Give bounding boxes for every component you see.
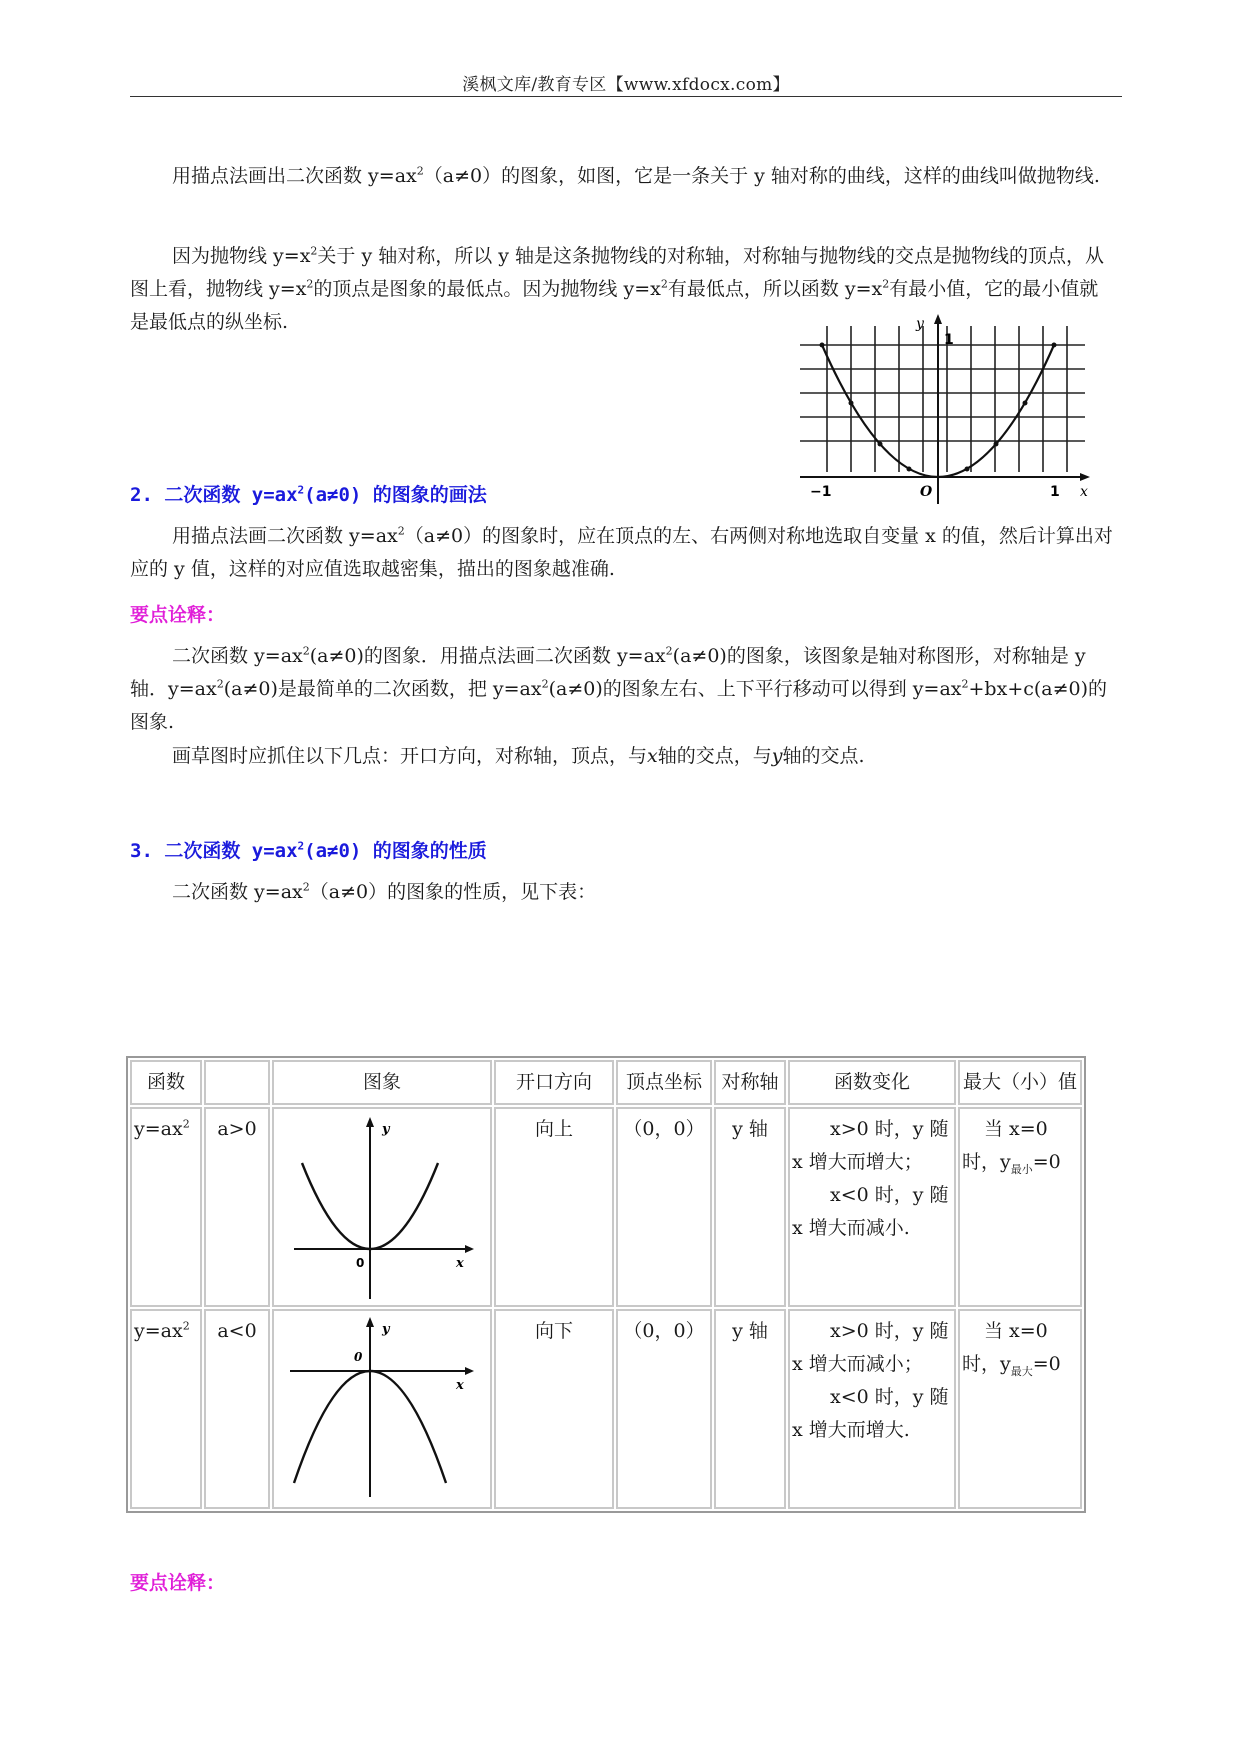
table-row	[130, 1309, 1082, 1509]
key-points-title-2: 要点诠释：	[130, 1572, 226, 1594]
key-points-title-1: 要点诠释：	[130, 604, 226, 626]
change-text: x>0 时，y 随 x 增大而减小；	[792, 1320, 949, 1375]
y-axis-label: y	[382, 1322, 390, 1337]
header-cell: 图象	[272, 1060, 492, 1105]
axis-cell: y 轴	[714, 1107, 786, 1307]
vertex-cell: （0，0）	[616, 1107, 712, 1307]
section-3-paragraph: 二次函数 $y=ax^2(a\ne 0)$的图象的性质，见下表：	[172, 880, 597, 903]
header-cell: 对称轴	[714, 1060, 786, 1105]
page-header: 溪枫文库/教育专区【www.xfdocx.com】	[462, 75, 790, 95]
y-axis-label: y	[916, 316, 924, 332]
x-axis-arrow	[465, 1367, 474, 1375]
upward-parabola-graph	[274, 1109, 486, 1305]
properties-table	[126, 1056, 1086, 1513]
x-tick-neg1: −1	[810, 484, 832, 500]
header-cell	[204, 1060, 270, 1105]
origin-label: O	[920, 484, 933, 500]
function-change-cell	[788, 1309, 956, 1509]
change-text: x<0 时，y 随 x 增大而减小.	[792, 1184, 949, 1239]
condition-cell: a>0	[204, 1107, 270, 1307]
header-cell: 最大（小）值	[958, 1060, 1082, 1105]
key-points-paragraph-1: 二次函数 $y=ax^2(a\ne 0)$的图象．用描点法画二次函数 $y=ax^2(a\ne 0)$的图象，该图象是轴对称图形，对称轴是 y 轴．$y=ax^2(a\ne 0)$是最简单的二次函数，把 $y=ax^2(a\ne 0)$的图象左右、上下平行移动可以得到 $y=ax^2+bx+c(a\ne 0)$的图象.	[130, 644, 1108, 733]
x-axis-arrow	[1080, 473, 1090, 481]
section-2-title: 2. 二次函数 $y=ax^2(a\ne 0)$ 的图象的画法	[130, 483, 487, 506]
origin-label: 0	[356, 1256, 365, 1270]
vertex-cell: （0，0）	[616, 1309, 712, 1509]
parabola-graph	[800, 312, 1100, 512]
x-tick-1: 1	[1050, 484, 1060, 500]
y-tick-1: 1	[944, 332, 954, 348]
intro-paragraph-2: 因为抛物线 $y=x^2$关于 y 轴对称，所以 y 轴是这条抛物线的对称轴，对称轴与抛物线的交点是抛物线的顶点，从图上看，抛物线 $y=x^2$的顶点是图象的最低点。因为抛物线 $y=x^2$有最低点，所以函数 $y=x^2$有最小值，它的最小值就是最低点的纵坐标.	[130, 244, 1105, 333]
section-2-paragraph: 用描点法画二次函数 $y=ax^2(a\ne 0)$的图象时，应在顶点的左、右两侧对称地选取自变量 x 的值，然后计算出对应的 y 值，这样的对应值选取越密集，描出的图象越准确.	[130, 524, 1113, 580]
header-rule	[130, 96, 1122, 97]
x-axis-label: x	[456, 1256, 464, 1271]
table-header-row	[130, 1060, 1082, 1105]
origin-label: 0	[354, 1350, 363, 1364]
change-text: x>0 时，y 随 x 增大而增大；	[792, 1118, 949, 1173]
section-3-title: 3. 二次函数 $y=ax^2(a\ne 0)$ 的图象的性质	[130, 839, 487, 862]
function-cell: $y=ax^2$	[130, 1107, 202, 1307]
graph-cell	[272, 1309, 492, 1509]
y-axis-arrow	[934, 314, 942, 324]
header-cell: 函数变化	[788, 1060, 956, 1105]
function-change-cell	[788, 1107, 956, 1307]
extreme-value-cell: 当 x=0 时，$y_{最大}=0$	[958, 1309, 1082, 1509]
downward-parabola-graph	[274, 1311, 486, 1507]
opening-direction-cell: 向下	[494, 1309, 614, 1509]
header-cell: 函数	[130, 1060, 202, 1105]
extreme-value-cell: 当 x=0 时，$y_{最小}=0$	[958, 1107, 1082, 1307]
opening-direction-cell: 向上	[494, 1107, 614, 1307]
x-axis-label: x	[456, 1378, 464, 1393]
graph-cell	[272, 1107, 492, 1307]
axis-cell: y 轴	[714, 1309, 786, 1509]
change-text: x<0 时，y 随 x 增大而增大.	[792, 1386, 949, 1441]
header-cell: 开口方向	[494, 1060, 614, 1105]
intro-paragraph-1: 用描点法画出二次函数 $y=ax^2(a\ne 0)$的图象，如图，它是一条关于 y 轴对称的曲线，这样的曲线叫做抛物线.	[172, 164, 1100, 187]
key-points-paragraph-2: 画草图时应抓住以下几点：开口方向，对称轴，顶点，与x轴的交点，与y轴的交点.	[172, 745, 865, 767]
x-axis-arrow	[465, 1245, 474, 1253]
grid-lines	[800, 326, 1085, 472]
parabola-figure	[800, 312, 1100, 516]
y-axis-label: y	[382, 1122, 390, 1137]
function-cell: $y=ax^2$	[130, 1309, 202, 1509]
x-axis-label: x	[1080, 484, 1088, 500]
header-cell: 顶点坐标	[616, 1060, 712, 1105]
y-axis-arrow	[366, 1117, 374, 1127]
table-row	[130, 1107, 1082, 1307]
y-axis-arrow	[366, 1317, 374, 1327]
condition-cell: a<0	[204, 1309, 270, 1509]
